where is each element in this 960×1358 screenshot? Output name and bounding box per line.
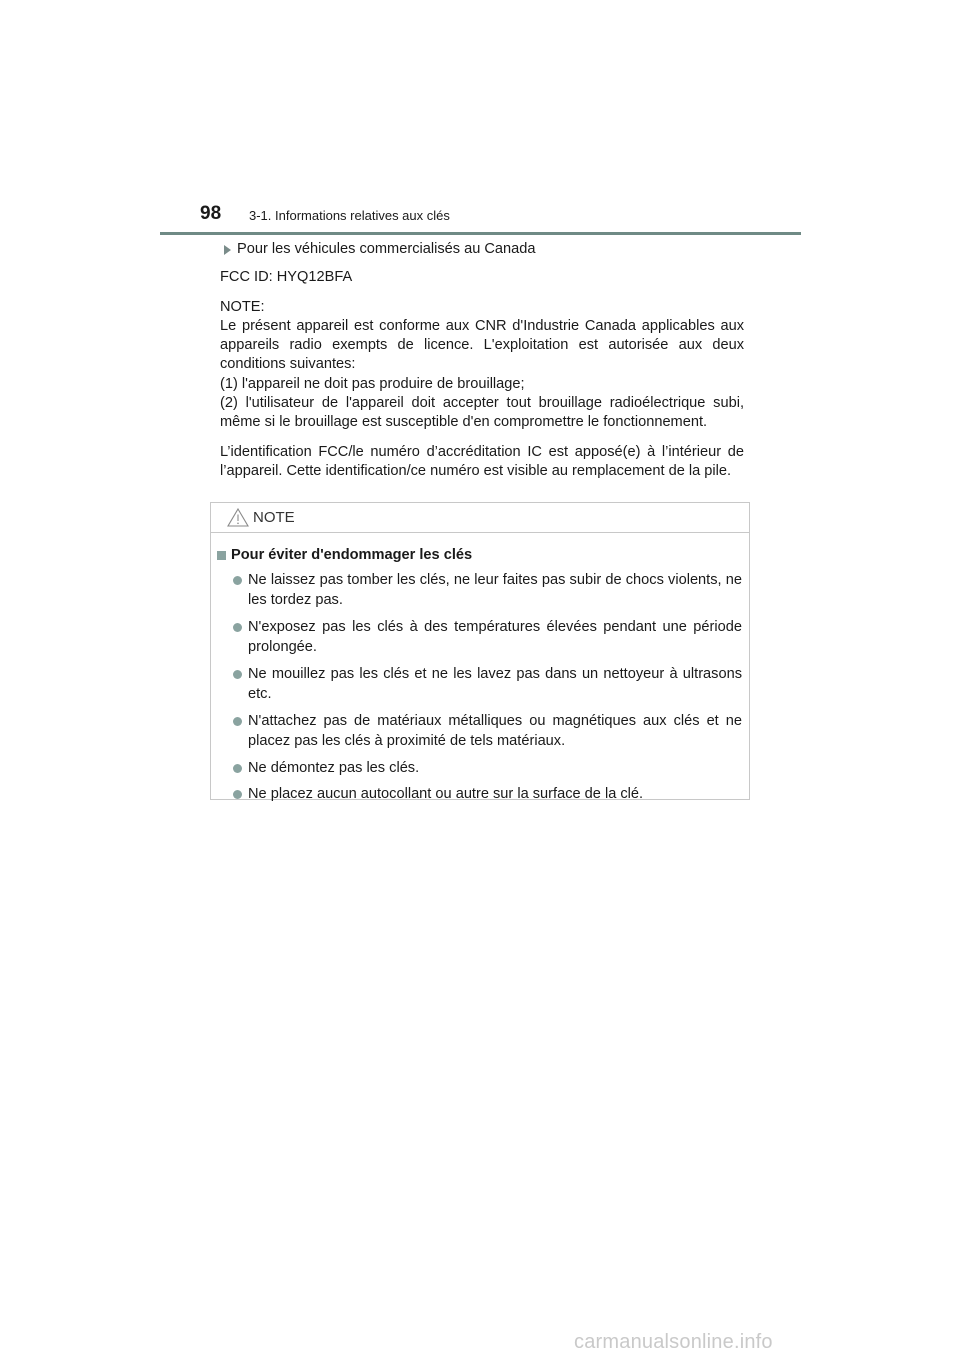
main-content [220, 240, 744, 491]
list-item: Ne laissez pas tomber les clés, ne leur faites pas subir de chocs violents, ne les tordez pas. [217, 570, 742, 611]
notice-paragraph: Le présent appareil est conforme aux CNR d'Industrie Canada applicables aux appareils radio exempts de licence. L'exploitation est autorisée aux deux conditions suivantes: [220, 317, 744, 373]
note-list [217, 570, 742, 805]
header-rule [160, 232, 801, 235]
watermark: carmanualsonline.info [574, 1331, 773, 1353]
list-item: Ne placez aucun autocollant ou autre sur la surface de la clé. [217, 784, 742, 805]
bullet-icon [233, 764, 242, 773]
warning-triangle-icon [227, 508, 249, 527]
arrow-right-icon [224, 245, 231, 255]
list-item: Ne démontez pas les clés. [217, 758, 742, 779]
note-body [211, 533, 749, 805]
bullet-icon [233, 717, 242, 726]
fcc-id: FCC ID: HYQ12BFA [220, 269, 353, 286]
fcc-identification-paragraph: L’identification FCC/le numéro d’accréditation IC est apposé(e) à l’intérieur de l’appareil. Cette identification/ce numéro est visible au remplacement de la pile. [220, 443, 744, 479]
bullet-icon [233, 670, 242, 679]
note-box [210, 502, 750, 800]
condition-2: (2) l'utilisateur de l'appareil doit accepter tout brouillage radioélectrique subi, même si le brouillage est susceptible d'en compromettre le fonctionnement. [220, 395, 744, 431]
regulatory-notice [220, 298, 744, 433]
note-header [211, 503, 749, 533]
list-item: N'exposez pas les clés à des températures élevées pendant une période prolongée. [217, 617, 742, 658]
list-item: N'attachez pas de matériaux métalliques ou magnétiques aux clés et ne placez pas les clés à proximité de tels matériaux. [217, 711, 742, 752]
note-subheading [217, 545, 742, 566]
bullet-icon [233, 576, 242, 585]
vehicle-heading-text: Pour les véhicules commercialisés au Canada [237, 241, 536, 257]
square-bullet-icon [217, 551, 226, 560]
list-item: Ne mouillez pas les clés et ne les lavez pas dans un nettoyeur à ultrasons etc. [217, 664, 742, 705]
section-title: 3-1. Informations relatives aux clés [249, 208, 450, 223]
bullet-icon [233, 790, 242, 799]
note-label: NOTE: [220, 298, 265, 315]
vehicle-heading [220, 240, 744, 259]
note-title: NOTE [253, 509, 295, 526]
page-number: 98 [200, 203, 222, 224]
note-subheading-text: Pour éviter d'endommager les clés [231, 547, 473, 563]
bullet-icon [233, 623, 242, 632]
condition-1: (1) l'appareil ne doit pas produire de brouillage; [220, 375, 525, 392]
